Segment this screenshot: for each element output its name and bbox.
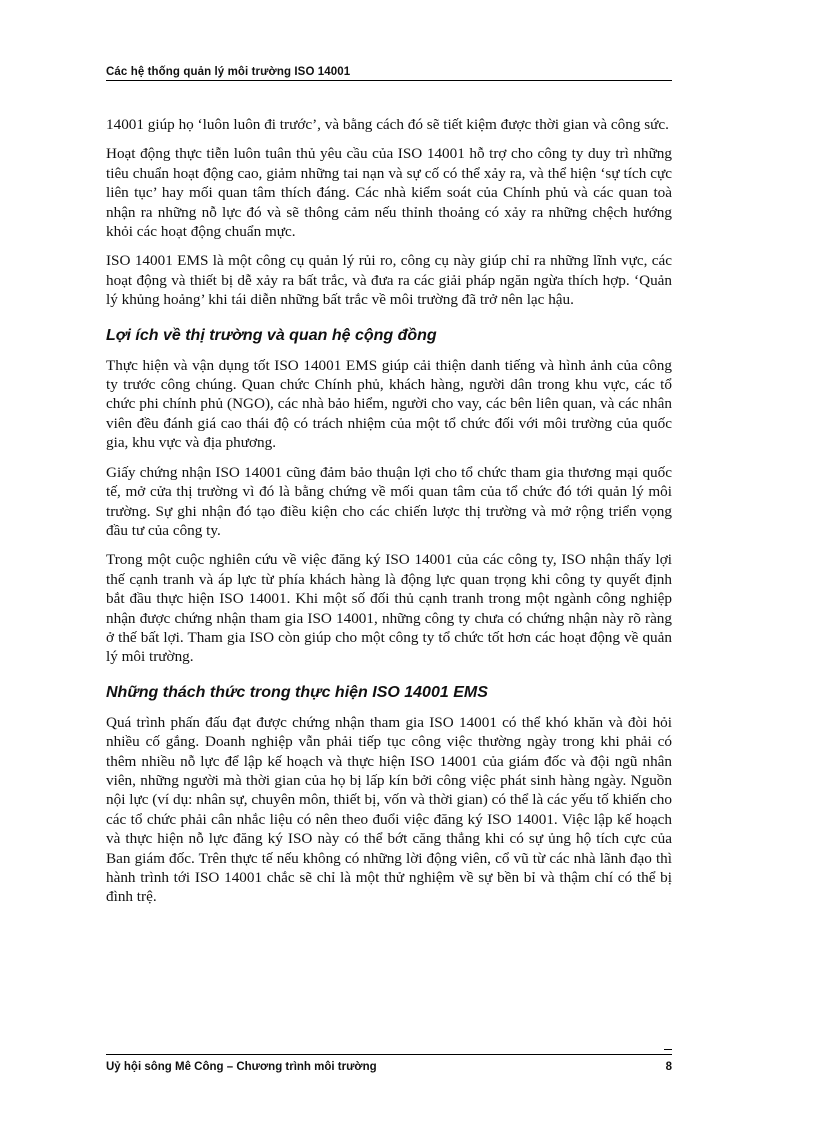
footer-title: Uỷ hội sông Mê Công – Chương trình môi trường [106, 1061, 377, 1073]
header-title: Các hệ thống quản lý môi trường ISO 14001 [106, 66, 351, 78]
page-number: 8 [665, 1061, 672, 1073]
page-footer [106, 1054, 672, 1075]
paragraph-intro-1: 14001 giúp họ ‘luôn luôn đi trước’, và bằng cách đó sẽ tiết kiệm được thời gian và công sức. [106, 116, 669, 133]
section-heading-market: Lợi ích về thị trường và quan hệ cộng đồng [106, 326, 437, 344]
paragraph-challenges-1: Quá trình phấn đấu đạt được chứng nhận tham gia ISO 14001 có thể khó khăn và đòi hỏi nhiều cố gắng. Doanh nghiệp vẫn phải tiếp tục công việc thường ngày trong khi phải có thêm nhiều nỗ lực để lập kế hoạch và thực hiện ISO 14001 của giám đốc và đội ngũ nhân viên, những người mà thời gian của họ bị lấp kín bởi công việc phát sinh hàng ngày. Nguồn nội lực (ví dụ: nhân sự, chuyên môn, thiết bị, vốn và thời gian) có thể là các yếu tố khiến cho các tổ chức phải cân nhắc liệu có nên theo đuổi việc đăng ký ISO 14001. Việc lập kế hoạch và thực hiện nỗ lực đăng ký ISO này có thể bớt căng thẳng khi có sự ủng hộ tích cực của Ban giám đốc. Trên thực tế nếu không có những lời động viên, cổ vũ từ các nhà lãnh đạo thì hành trình tới ISO 14001 chắc sẽ chỉ là một thử nghiệm về sự bền bỉ và thậm chí có thể bị đình trệ. [106, 713, 672, 906]
page-header [106, 62, 672, 81]
paragraph-market-3: Trong một cuộc nghiên cứu về việc đăng ký ISO 14001 của các công ty, ISO nhận thấy lợi thế cạnh tranh và áp lực từ phía khách hàng là động lực quan trọng khi công ty quyết định bắt đầu thực hiện ISO 14001. Khi một số đối thủ cạnh tranh trong một ngành công nghiệp nhận được chứng nhận tham gia ISO 14001, những công ty chưa có chứng nhận này rõ ràng ở thế bất lợi. Tham gia ISO còn giúp cho một công ty tổ chức tốt hơn các hoạt động về quản lý môi trường. [106, 551, 672, 666]
document-body [106, 115, 672, 917]
paragraph-market-1: Thực hiện và vận dụng tốt ISO 14001 EMS giúp cải thiện danh tiếng và hình ảnh của công ty trước công chúng. Quan chức Chính phủ, khách hàng, người dân trong khu vực, các tổ chức phi chính phủ (NGO), các nhà bảo hiểm, người cho vay, các bên liên quan, và các nhân viên đều đánh giá cao thái độ có trách nhiệm của một tổ chức đối với môi trường của quốc gia, khu vực và địa phương. [106, 356, 672, 452]
section-heading-challenges: Những thách thức trong thực hiện ISO 14001 EMS [106, 683, 488, 701]
paragraph-market-2: Giấy chứng nhận ISO 14001 cũng đảm bảo thuận lợi cho tổ chức tham gia thương mại quốc tế, mở cửa thị trường vì đó là bằng chứng về mối quan tâm của tổ chức đó tới quản lý môi trường. Sự ghi nhận đó tạo điều kiện cho các chiến lược thị trường và mở rộng triển vọng đầu tư của công ty. [106, 463, 672, 539]
paragraph-intro-2: Hoạt động thực tiễn luôn tuân thủ yêu cầu của ISO 14001 hỗ trợ cho công ty duy trì những tiêu chuẩn hoạt động cao, giảm những tai nạn và sự cố có thể xảy ra, và thể hiện ‘sự tích cực liên tục’ hay mối quan tâm thích đáng. Các nhà kiểm soát của Chính phủ và các quan toà nhận ra những nỗ lực đó và sẽ thông cảm nếu thỉnh thoảng có xảy ra những chệch hướng khỏi các hoạt động chuẩn mực. [106, 145, 672, 241]
footer-tick-mark [664, 1049, 672, 1050]
paragraph-intro-3: ISO 14001 EMS là một công cụ quản lý rủi ro, công cụ này giúp chỉ ra những lĩnh vực, các hoạt động và thiết bị dễ xảy ra bất trắc, và đưa ra các giải pháp ngăn ngừa thích hợp. ‘Quản lý khủng hoảng’ khi tái diễn những bất trắc về môi trường đã trở nên lạc hậu. [106, 252, 672, 309]
